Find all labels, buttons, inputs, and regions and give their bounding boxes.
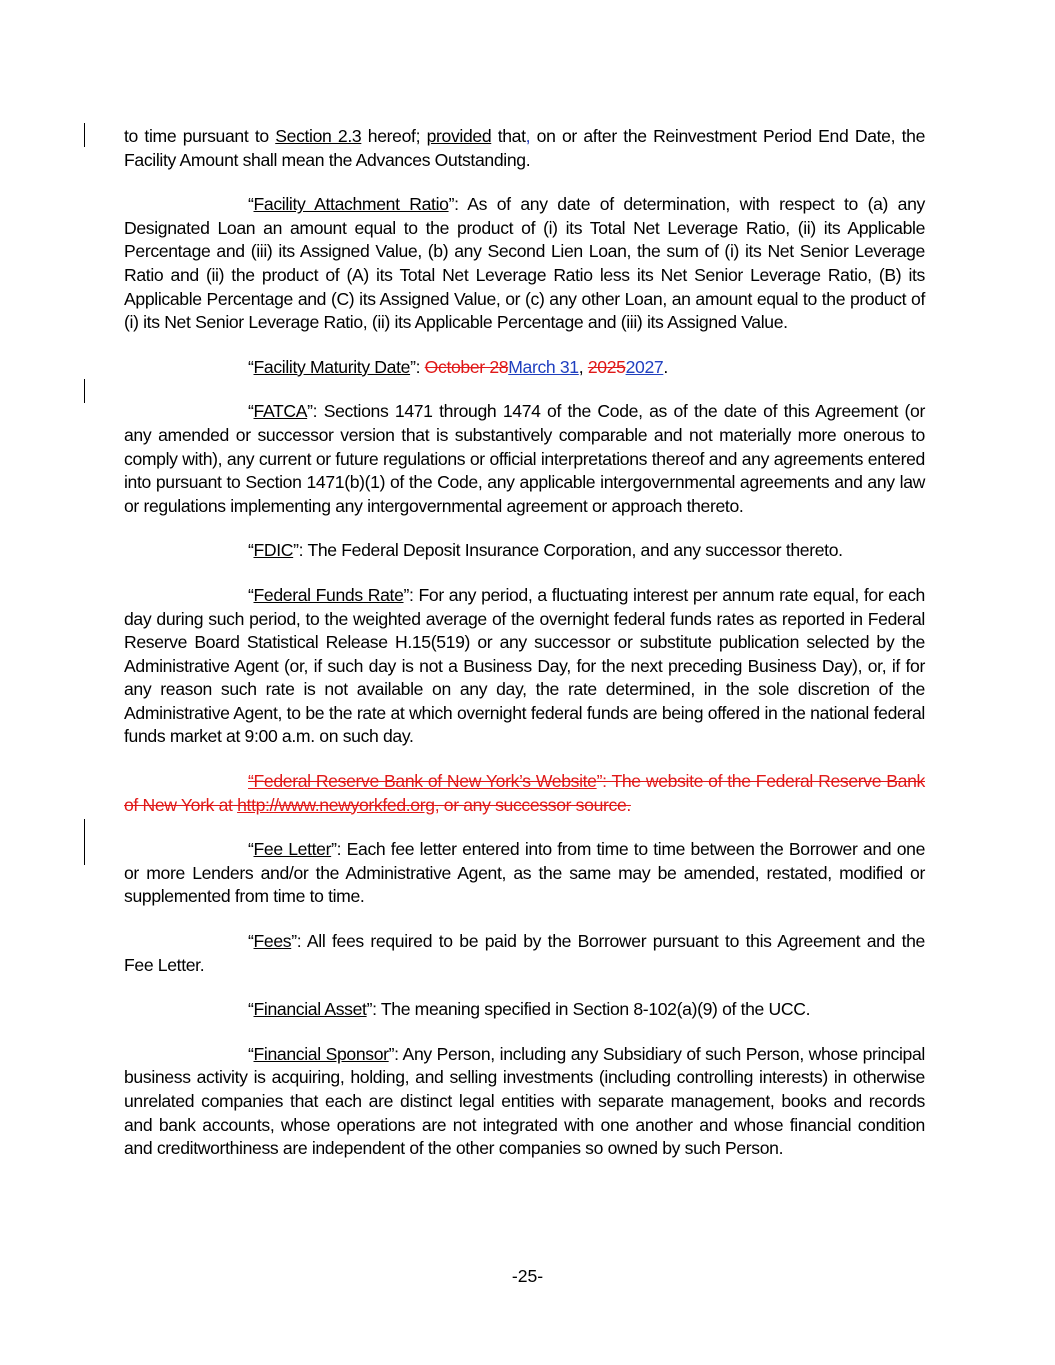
defined-term: FDIC [253,540,294,561]
change-bar-3 [84,819,85,865]
defined-term: FATCA [253,401,308,422]
change-bar-1 [84,123,85,147]
document-page [124,125,925,1182]
inserted-year: 2027 [625,356,664,377]
defined-term: Financial Sponsor [253,1043,389,1064]
definition-fees: “Fees”: All fees required to be paid by the Borrower pursuant to this Agreement and the Fee Letter. [124,931,925,975]
deleted-year: 2025 [587,356,626,377]
definition-fdic: “FDIC”: The Federal Deposit Insurance Corporation, and any successor thereto. [248,540,843,561]
section-reference: Section 2.3 [275,126,362,146]
definition-facility-attachment-ratio: “Facility Attachment Ratio”: As of any date of determination, with respect to (a) any Designated Loan an amount equal to the product of (i) its Total Net Leverage Ratio, (ii) its Applicable Percentage and (iii) its Assigned Value, (b) any Second Lien Loan, the sum of (i) its Net Senior Leverage Ratio and (ii) the product of (A) its Total Net Leverage Ratio less its Net Senior Leverage Ratio, (B) its Applicable Percentage and (C) its Assigned Value, or (c) any other Loan, an amount equal to the product of (i) its Net Senior Leverage Ratio, (ii) its Applicable Percentage and (iii) its Assigned Value. [124,194,925,333]
definition-fee-letter: “Fee Letter”: Each fee letter entered into from time to time between the Borrower and one or more Lenders and/or the Administrative Agent, as the same may be amended, restated, modified or supplemented from time to time. [124,839,925,907]
defined-term: Facility Attachment Ratio [253,194,449,215]
page-number: -25- [511,1266,544,1286]
defined-term: Fee Letter [253,839,332,860]
definition-facility-maturity-date: “Facility Maturity Date”: October 28March 31, 20252027. [248,356,668,377]
definition-fatca: “FATCA”: Sections 1471 through 1474 of the Code, as of the date of this Agreement (or any amended or successor version that is substantively comparable and not materially more onerous to comply with), any current or future regulations or official interpretations thereof and any agreements entered into pursuant to Section 1471(b)(1) of the Code, any applicable intergovernmental agreements and any law or regulations implementing any intergovernmental agreement or approach thereto. [124,401,925,516]
defined-term: Federal Funds Rate [253,584,404,605]
defined-term: Fees [253,931,292,952]
facility-amount-continuation: to time pursuant to Section 2.3 hereof; provided that, on or after the Reinvestment Period End Date, the Facility Amount shall mean the Advances Outstanding. [124,126,926,170]
inserted-comma: , [525,126,531,146]
deleted-definition-frbny-website: “Federal Reserve Bank of New York’s Website”: The website of the Federal Reserve Bank of New York at http://www.newyorkfed.org, or any successor source. [124,771,925,815]
defined-term: “Federal Reserve Bank of New York’s Website [248,771,597,792]
definition-financial-asset: “Financial Asset”: The meaning specified in Section 8-102(a)(9) of the UCC. [248,999,811,1020]
definition-financial-sponsor: “Financial Sponsor”: Any Person, including any Subsidiary of such Person, whose principal business activity is acquiring, holding, and selling investments (including controlling interests) in otherwise unrelated companies that each are distinct legal entities with separate management, books and records and bank accounts, whose operations are not integrated with one another and whose financial condition and creditworthiness are independent of the other companies so owned by such Person. [124,1043,925,1159]
inserted-date: March 31 [508,356,579,377]
defined-term: Facility Maturity Date [253,356,411,377]
provided-term: provided [426,126,492,146]
definition-federal-funds-rate: “Federal Funds Rate”: For any period, a fluctuating interest per annum rate equal, for each day during such period, to the weighted average of the overnight federal funds rates as reported in Federal Reserve Board Statistical Release H.15(519) or any successor or substitute publication selected by the Administrative Agent (or, if such day is not a Business Day, for the next preceding Business Day), or, if for any reason such rate is not available on any day, the rate determined, in the sole discretion of the Administrative Agent, to be the rate at which overnight federal funds are being offered in the national federal funds market at 9:00 a.m. on such day. [124,584,925,747]
change-bar-2 [84,379,85,403]
defined-term: Financial Asset [253,999,367,1020]
deleted-link[interactable]: http://www.newyorkfed.org [237,794,435,815]
deleted-date: October 28 [424,356,509,377]
